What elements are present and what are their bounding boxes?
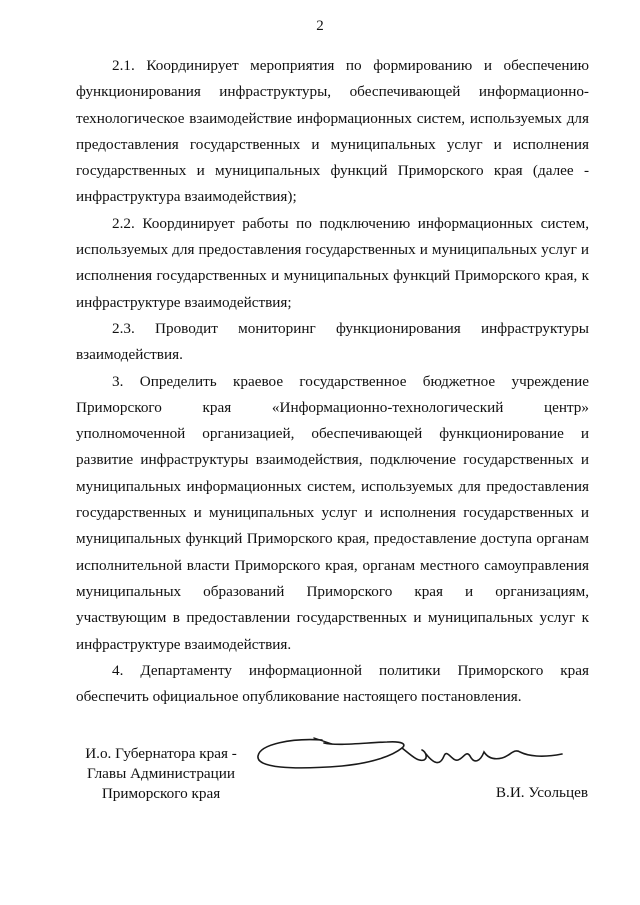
page-number: 2 — [316, 18, 324, 34]
signature-block — [0, 730, 640, 810]
paragraph-2-1: 2.1. Координирует мероприятия по формированию и обеспечению функционирования инфраструктуры, обеспечивающей информационно-технологическое взаимодействие информационных систем, используемых для предоставления государственных и муниципальных услуг и исполнения государственных и муниципальных функций Приморского края (далее - инфраструктура взаимодействия); — [76, 57, 589, 206]
signer-title-line: Приморского края — [101, 785, 221, 802]
signer-title-line: И.о. Губернатора края - — [85, 745, 237, 762]
handwritten-signature — [252, 734, 572, 784]
paragraph-2-2: 2.2. Координирует работы по подключению информационных систем, используемых для предоставления государственных и муниципальных услуг и исполнения государственных и муниципальных функций Приморского края, к инфраструктуре взаимодействия; — [76, 214, 589, 311]
signer-title — [76, 744, 246, 804]
paragraph-4: 4. Департаменту информационной политики Приморского края обеспечить официальное опубликование настоящего постановления. — [76, 661, 589, 706]
signer-title-line: Главы Администрации — [86, 765, 236, 782]
document-body — [76, 53, 589, 710]
signer-name: В.И. Усольцев — [495, 784, 588, 801]
paragraph-3: 3. Определить краевое государственное бюджетное учреждение Приморского края «Информационно-технологический центр» уполномоченной организацией, обеспечивающей функционирование и развитие инфраструктуры взаимодействия, подключение государственных и муниципальных информационных систем, используемых для предоставления государственных и муниципальных услуг и исполнения государственных и муниципальных функций Приморского края, предоставление доступа органам исполнительной власти Приморского края, органам местного самоуправления муниципальных образований Приморского края и организациям, участвующим в предоставлении государственных и муниципальных услуг к инфраструктуре взаимодействия. — [76, 372, 589, 653]
paragraph-2-3: 2.3. Проводит мониторинг функционирования инфраструктуры взаимодействия. — [76, 319, 589, 364]
